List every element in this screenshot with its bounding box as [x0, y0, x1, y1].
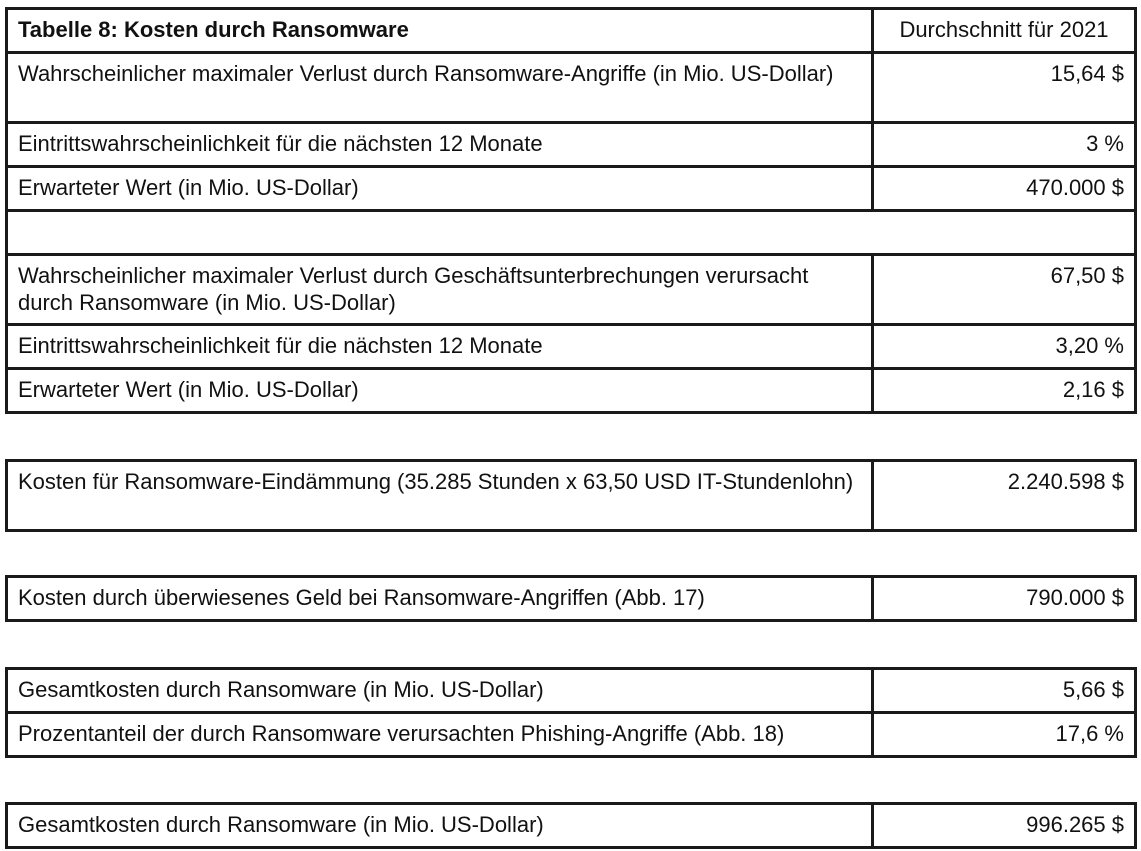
ransomware-cost-document: [5, 7, 1134, 849]
cost-table-grand-total: [5, 802, 1137, 849]
table-row: [7, 325, 1136, 369]
row-value: 15,64 $: [873, 53, 1136, 123]
row-value: 3 %: [873, 123, 1136, 167]
row-value: 3,20 %: [873, 325, 1136, 369]
table-row: [7, 369, 1136, 413]
row-value: 2,16 $: [873, 369, 1136, 413]
row-label: Kosten für Ransomware-Eindämmung (35.285 Stunden x 63,50 USD IT-Stundenlohn): [7, 461, 873, 531]
row-label: Eintrittswahrscheinlichkeit für die nächsten 12 Monate: [7, 325, 873, 369]
block-gap: [5, 414, 1134, 459]
row-label: Gesamtkosten durch Ransomware (in Mio. US-Dollar): [7, 669, 873, 713]
row-label: Erwarteter Wert (in Mio. US-Dollar): [7, 167, 873, 211]
table-row: [7, 53, 1136, 123]
row-label: Prozentanteil der durch Ransomware verursachten Phishing-Angriffe (Abb. 18): [7, 713, 873, 757]
table-row: [7, 255, 1136, 325]
empty-separator-row: [7, 211, 1136, 255]
table-row: [7, 167, 1136, 211]
table-header-row: [7, 9, 1136, 53]
row-value: 790.000 $: [873, 577, 1136, 621]
block-gap: [5, 622, 1134, 667]
cost-table-containment: [5, 459, 1137, 532]
row-label: Gesamtkosten durch Ransomware (in Mio. US-Dollar): [7, 804, 873, 848]
block-gap: [5, 532, 1134, 575]
row-value: 470.000 $: [873, 167, 1136, 211]
empty-cell: [7, 211, 1136, 255]
table-row: [7, 713, 1136, 757]
table-row: [7, 461, 1136, 531]
row-label: Kosten durch überwiesenes Geld bei Ransomware-Angriffen (Abb. 17): [7, 577, 873, 621]
table-row: [7, 123, 1136, 167]
row-value: 996.265 $: [873, 804, 1136, 848]
row-label: Wahrscheinlicher maximaler Verlust durch Ransomware-Angriffe (in Mio. US-Dollar): [7, 53, 873, 123]
cost-table-main: [5, 7, 1137, 414]
row-value: 67,50 $: [873, 255, 1136, 325]
table-row: [7, 804, 1136, 848]
table-row: [7, 669, 1136, 713]
column-header: Durchschnitt für 2021: [873, 9, 1136, 53]
block-gap: [5, 758, 1134, 802]
table-row: [7, 577, 1136, 621]
row-value: 2.240.598 $: [873, 461, 1136, 531]
cost-table-transferred-money: [5, 575, 1137, 622]
row-label: Wahrscheinlicher maximaler Verlust durch Geschäftsunterbrechungen verursacht durch Ransomware (in Mio. US-Dollar): [7, 255, 873, 325]
row-label: Eintrittswahrscheinlichkeit für die nächsten 12 Monate: [7, 123, 873, 167]
row-label: Erwarteter Wert (in Mio. US-Dollar): [7, 369, 873, 413]
table-title: Tabelle 8: Kosten durch Ransomware: [7, 9, 873, 53]
row-value: 5,66 $: [873, 669, 1136, 713]
row-value: 17,6 %: [873, 713, 1136, 757]
cost-table-total: [5, 667, 1137, 758]
